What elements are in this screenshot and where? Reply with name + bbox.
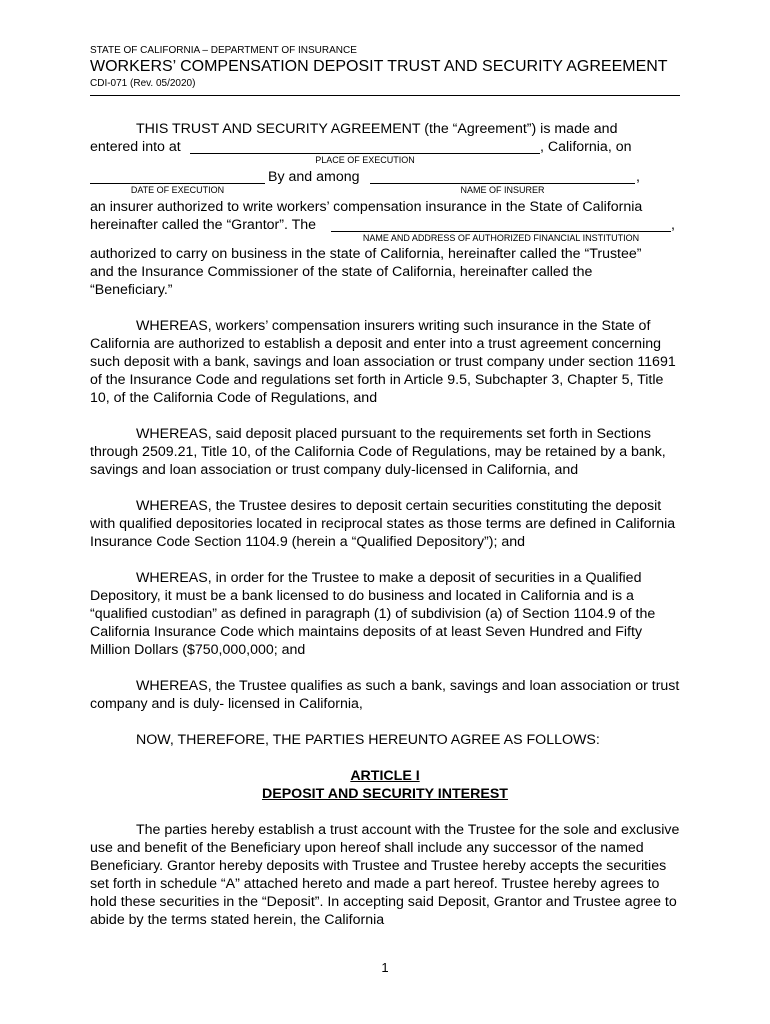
intro-line-2-end: , California, on bbox=[540, 139, 632, 155]
intro-line-4: an insurer authorized to write workers’ compensation insurance in the State of California bbox=[90, 199, 643, 215]
intro-line-6: authorized to carry on business in the state of California, hereinafter called the “Trustee” bbox=[90, 246, 642, 262]
intro-line-5-start: hereinafter called the “Grantor”. The bbox=[90, 217, 317, 233]
date-of-execution-caption: DATE OF EXECUTION bbox=[130, 185, 225, 195]
header-divider bbox=[90, 95, 680, 96]
whereas-paragraph-5: WHEREAS, the Trustee qualifies as such a bank, savings and loan association or trust company and is duly- licensed in California, bbox=[90, 678, 680, 712]
intro-line-3-mid: By and among bbox=[268, 169, 360, 185]
whereas-paragraph-2: WHEREAS, said deposit placed pursuant to the requirements set forth in Sections through 2509.21, Title 10, of the California Code of Regulations, may be retained by a bank, savings and loan association or trust company duly-licensed in California, and bbox=[90, 426, 666, 478]
intro-line-2-start: entered into at bbox=[90, 139, 181, 155]
page-number: 1 bbox=[381, 960, 389, 975]
whereas-paragraph-3: WHEREAS, the Trustee desires to deposit certain securities constituting the deposit with qualified depositories located in reciprocal states as those terms are defined in California Insurance Code Section 1104.9 (herein a “Qualified Depository”); and bbox=[90, 498, 676, 550]
article-number: ARTICLE I bbox=[350, 768, 420, 784]
whereas-paragraph-1: WHEREAS, workers’ compensation insurers writing such insurance in the State of California are authorized to establish a deposit and enter into a trust agreement concerning such deposit with a bank, savings and loan association or trust company under section 11691 of the Insurance Code and regulations set forth in Article 9.5, Subchapter 3, Chapter 5, Title 10, of the California Code of Regulations, and bbox=[90, 318, 676, 406]
agency-header: STATE OF CALIFORNIA – DEPARTMENT OF INSURANCE bbox=[90, 45, 357, 56]
financial-institution-field[interactable] bbox=[331, 231, 671, 232]
intro-line-7: and the Insurance Commissioner of the state of California, hereinafter called the bbox=[90, 264, 593, 280]
name-of-insurer-caption: NAME OF INSURER bbox=[460, 185, 545, 195]
whereas-paragraph-4: WHEREAS, in order for the Trustee to make a deposit of securities in a Qualified Depository, it must be a bank licensed to do business and located in California and is a “qualified custodian” as defined in paragraph (1) of subdivision (a) of Section 1104.9 of the California Insurance Code which maintains deposits of at least Seven Hundred and Fifty Million Dollars ($750,000,000; and bbox=[90, 570, 656, 658]
name-of-insurer-field[interactable] bbox=[370, 183, 635, 184]
place-of-execution-field[interactable] bbox=[190, 153, 540, 154]
intro-line-1: THIS TRUST AND SECURITY AGREEMENT (the “Agreement”) is made and bbox=[136, 121, 618, 137]
intro-line-5-end: , bbox=[671, 217, 675, 233]
article-1-paragraph: The parties hereby establish a trust account with the Trustee for the sole and exclusive use and benefit of the Beneficiary upon hereof shall include any successor of the named Beneficiary. Grantor hereby deposits with Trustee and Trustee hereby accepts the securities set forth in schedule “A” attached hereto and made a part hereof. Trustee hereby agrees to hold these securities in the “Deposit”. In accepting said Deposit, Grantor and Trustee agree to abide by the terms stated herein, the California bbox=[90, 822, 680, 928]
form-code: CDI-071 (Rev. 05/2020) bbox=[90, 78, 196, 89]
financial-institution-caption: NAME AND ADDRESS OF AUTHORIZED FINANCIAL INSTITUTION bbox=[362, 233, 640, 243]
form-title: WORKERS’ COMPENSATION DEPOSIT TRUST AND SECURITY AGREEMENT bbox=[90, 58, 668, 75]
date-of-execution-field[interactable] bbox=[90, 183, 265, 184]
intro-line-3-end: , bbox=[636, 169, 640, 185]
place-of-execution-caption: PLACE OF EXECUTION bbox=[315, 155, 415, 165]
article-heading: DEPOSIT AND SECURITY INTEREST bbox=[262, 786, 508, 802]
intro-line-8: “Beneficiary.” bbox=[90, 282, 173, 298]
therefore-clause: NOW, THEREFORE, THE PARTIES HEREUNTO AGREE AS FOLLOWS: bbox=[136, 732, 600, 748]
